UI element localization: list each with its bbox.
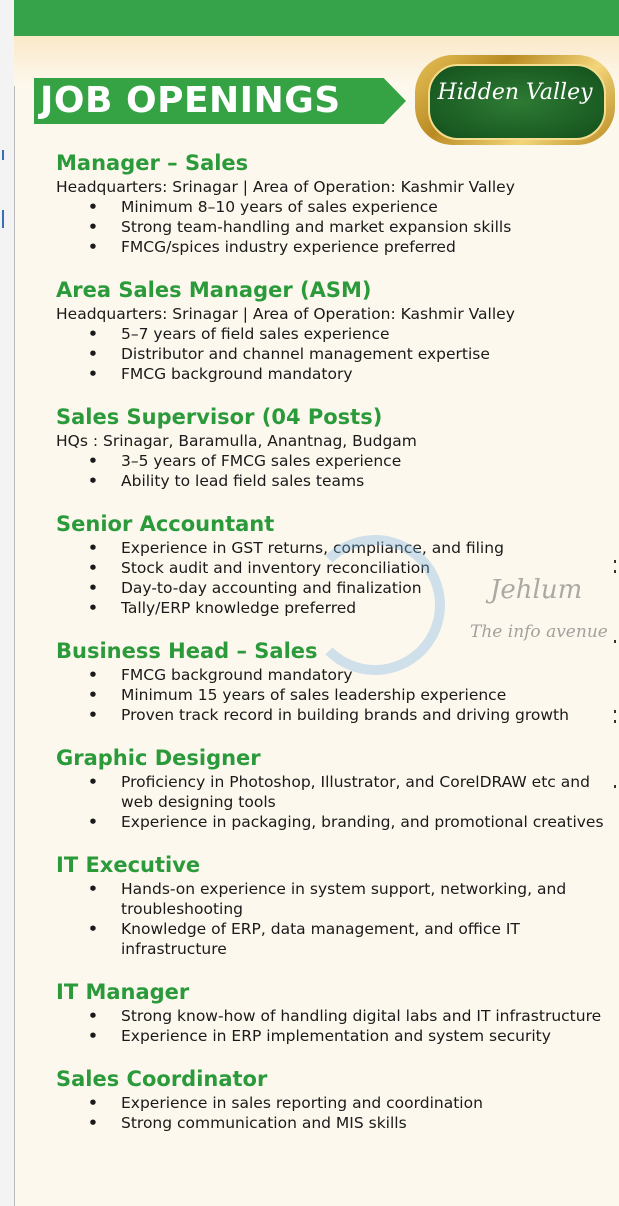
list-item: • 3–5 years of FMCG sales experience <box>88 452 402 470</box>
job-requirements <box>56 879 608 959</box>
watermark-ring-icon <box>305 535 445 675</box>
list-item: • FMCG/spices industry experience preferred <box>88 238 456 256</box>
list-item: • Minimum 8–10 years of sales experience <box>88 198 438 216</box>
bullet-icon: • <box>88 1094 98 1112</box>
list-item: • Experience in ERP implementation and system security <box>88 1027 551 1045</box>
job-requirements <box>56 197 608 257</box>
job-title: Business Head – Sales <box>56 639 318 663</box>
top-green-bar <box>14 0 619 36</box>
bullet-icon: • <box>88 345 98 363</box>
list-item: • Experience in sales reporting and coordination <box>88 1094 483 1112</box>
bullet-icon: • <box>88 238 98 256</box>
bullet-icon: • <box>88 365 98 383</box>
job-it-executive <box>56 852 608 959</box>
brand-logo-text: Hidden Valley <box>437 80 593 105</box>
bullet-icon: • <box>88 813 98 831</box>
list-item: • Day-to-day accounting and finalization <box>88 579 422 597</box>
bullet-icon: • <box>88 325 98 343</box>
edge-mark <box>2 150 4 160</box>
bullet-icon: • <box>88 559 98 577</box>
job-sales-coordinator <box>56 1066 608 1133</box>
list-item: • Experience in packaging, branding, and promotional creatives <box>88 813 604 831</box>
list-item: • Strong know-how of handling digital labs and IT infrastructure <box>88 1007 602 1025</box>
bullet-icon: • <box>88 666 98 684</box>
list-item: • Hands-on experience in system support, networking, and troubleshooting <box>88 880 567 918</box>
list-item: • Knowledge of ERP, data management, and office IT infrastructure <box>88 920 520 958</box>
bullet-icon: • <box>88 920 98 938</box>
job-location: Headquarters: Srinagar | Area of Operation: Kashmir Valley <box>56 305 515 323</box>
job-requirements <box>56 1093 608 1133</box>
job-graphic-designer <box>56 745 608 832</box>
list-item: • Proven track record in building brands and driving growth <box>88 706 569 724</box>
list-item: • Ability to lead field sales teams <box>88 472 365 490</box>
list-item: • Minimum 15 years of sales leadership experience <box>88 686 507 704</box>
page-title: JOB OPENINGS <box>40 80 341 121</box>
job-requirements <box>56 324 608 384</box>
bullet-icon: • <box>88 472 98 490</box>
bullet-icon: • <box>88 599 98 617</box>
bullet-icon: • <box>88 1114 98 1132</box>
job-title: IT Manager <box>56 980 190 1004</box>
job-title: Senior Accountant <box>56 512 275 536</box>
job-requirements <box>56 1006 608 1046</box>
edge-mark <box>2 210 4 228</box>
bullet-icon: • <box>88 539 98 557</box>
list-item: • Strong communication and MIS skills <box>88 1114 407 1132</box>
job-title: Manager – Sales <box>56 151 249 175</box>
bullet-icon: • <box>88 773 98 791</box>
list-item: • 5–7 years of field sales experience <box>88 325 390 343</box>
bullet-icon: • <box>88 218 98 236</box>
job-requirements <box>56 665 608 725</box>
list-item: • Strong team-handling and market expansion skills <box>88 218 512 236</box>
bullet-icon: • <box>88 198 98 216</box>
list-item: • Proficiency in Photoshop, Illustrator, and CorelDRAW etc and web designing tools <box>88 773 590 811</box>
list-item: • Stock audit and inventory reconciliation <box>88 559 431 577</box>
list-item: • FMCG background mandatory <box>88 365 353 383</box>
bullet-icon: • <box>88 1027 98 1045</box>
bullet-icon: • <box>88 706 98 724</box>
job-location: HQs : Srinagar, Baramulla, Anantnag, Budgam <box>56 432 417 450</box>
job-title: Sales Supervisor (04 Posts) <box>56 405 383 429</box>
job-title: IT Executive <box>56 853 201 877</box>
job-it-manager <box>56 979 608 1046</box>
bullet-icon: • <box>88 579 98 597</box>
job-title: Graphic Designer <box>56 746 261 770</box>
bullet-icon: • <box>88 1007 98 1025</box>
list-item: • Distributor and channel management expertise <box>88 345 490 363</box>
job-manager-sales <box>56 150 608 257</box>
watermark-name: Jehlum <box>490 575 583 605</box>
job-title: Area Sales Manager (ASM) <box>56 278 372 302</box>
bullet-icon: • <box>88 880 98 898</box>
right-edge-marks <box>612 560 619 790</box>
job-location: Headquarters: Srinagar | Area of Operation: Kashmir Valley <box>56 178 515 196</box>
job-requirements <box>56 772 608 832</box>
bullet-icon: • <box>88 686 98 704</box>
list-item: • Experience in GST returns, compliance, and filing <box>88 539 504 557</box>
left-edge-strip <box>0 0 15 1206</box>
job-sales-supervisor <box>56 404 608 491</box>
list-item: • Tally/ERP knowledge preferred <box>88 599 357 617</box>
watermark-tagline: The info avenue <box>470 622 608 642</box>
list-item: • FMCG background mandatory <box>88 666 353 684</box>
job-requirements <box>56 451 608 491</box>
bullet-icon: • <box>88 452 98 470</box>
job-area-sales-manager <box>56 277 608 384</box>
job-title: Sales Coordinator <box>56 1067 268 1091</box>
